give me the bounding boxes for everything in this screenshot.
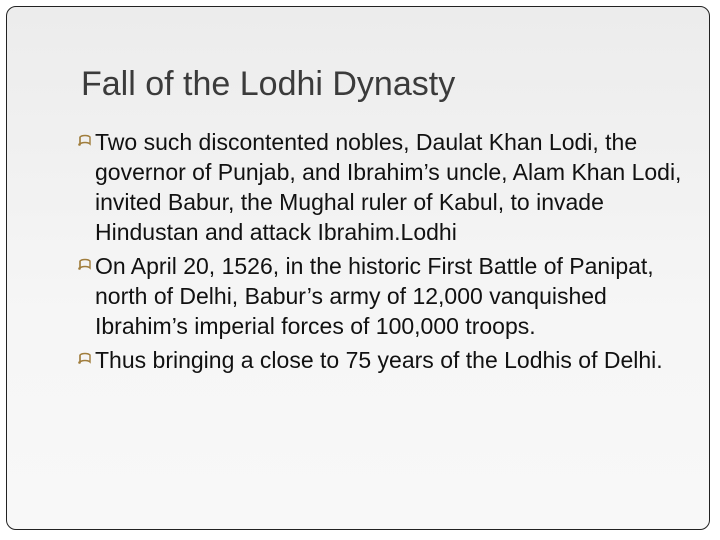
slide-title: Fall of the Lodhi Dynasty	[81, 65, 456, 103]
slide-frame	[6, 6, 710, 530]
scroll-bullet-icon	[77, 352, 93, 366]
bullet-item	[79, 345, 689, 375]
bullet-text: On April 20, 1526, in the historic First Battle of Panipat, north of Delhi, Babur’s army of 12,000 vanquished Ibrahim’s imperial forces of 100,000 troops.	[95, 253, 654, 339]
scroll-bullet-icon	[77, 134, 93, 148]
bullet-list	[79, 127, 689, 379]
bullet-item	[79, 127, 689, 247]
scroll-bullet-icon	[77, 258, 93, 272]
bullet-text: Two such discontented nobles, Daulat Khan Lodi, the governor of Punjab, and Ibrahim’s uncle, Alam Khan Lodi, invited Babur, the Mughal ruler of Kabul, to invade Hindustan and attack Ibrahim.Lodhi	[95, 129, 682, 245]
bullet-item	[79, 251, 689, 341]
bullet-text: Thus bringing a close to 75 years of the Lodhis of Delhi.	[95, 347, 663, 373]
